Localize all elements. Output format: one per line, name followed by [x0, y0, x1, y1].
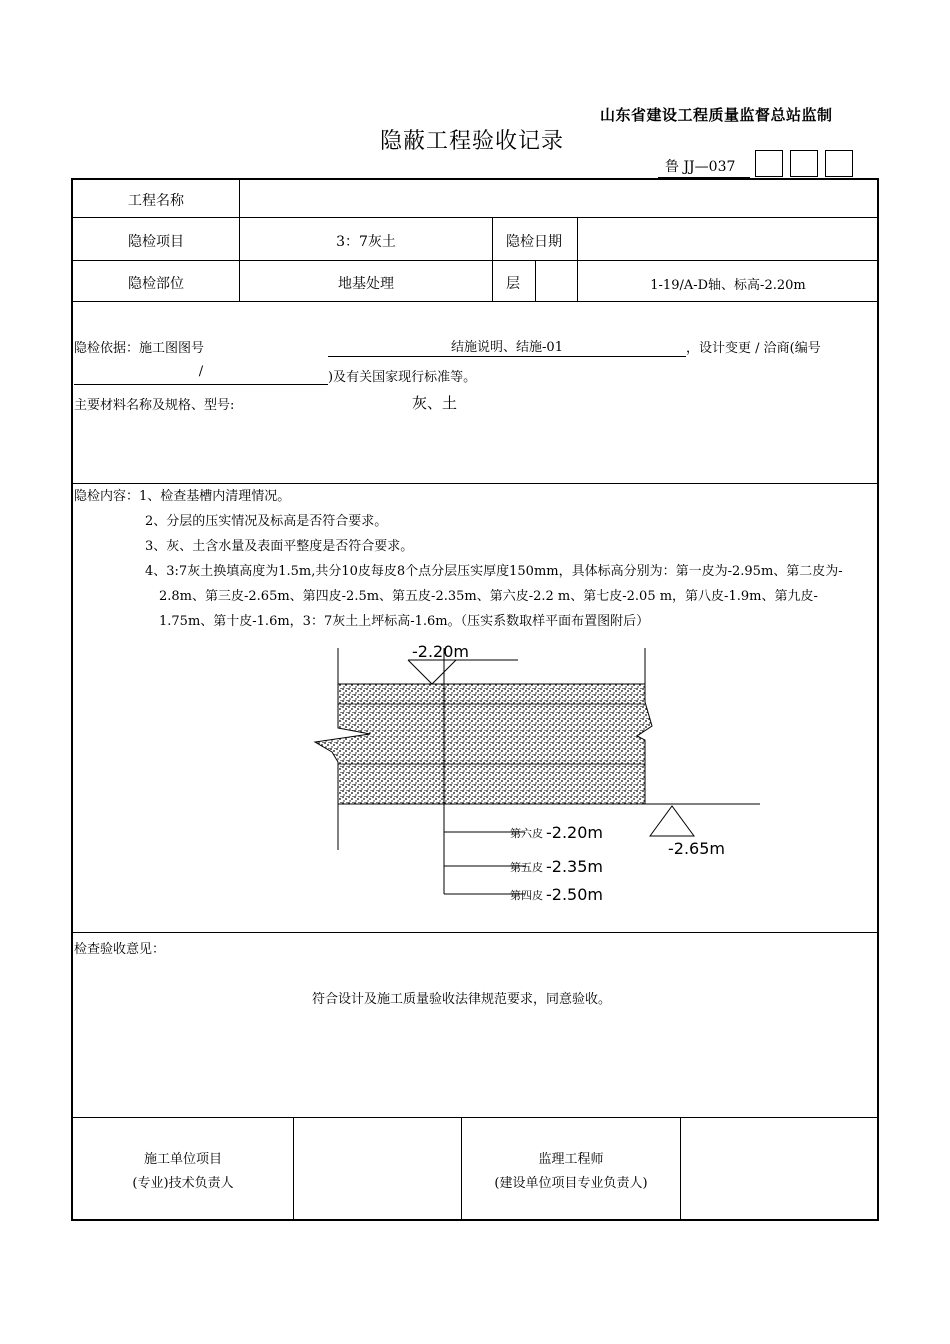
change-number-field[interactable]: / — [74, 364, 328, 385]
code-box-3[interactable] — [825, 150, 853, 177]
compacted-soil-fill — [315, 684, 652, 804]
basis-label: 隐检依据：施工图图号 — [74, 341, 205, 356]
document-title: 隐蔽工程验收记录 — [380, 129, 565, 154]
sig-divider-2 — [461, 1117, 462, 1221]
row-divider-6 — [71, 1117, 879, 1118]
issuer-text: 山东省建设工程质量监督总站监制 — [600, 106, 833, 124]
content-item-3: 3、灰、土含水量及表面平整度是否符合要求。 — [145, 539, 414, 554]
content-item-4-line-3: 1.75m、第十皮-1.6m，3：7灰土上坪标高-1.6m。（压实系数取样平面布置图附后） — [159, 614, 650, 629]
layer-label-6: 第六皮 — [510, 827, 543, 840]
design-change-text: ，设计变更 / 洽商(编号 — [686, 341, 821, 356]
cross-section-diagram — [300, 640, 760, 910]
sig-divider-3 — [680, 1117, 681, 1221]
supervisor-label-line-1: 监理工程师 — [538, 1152, 604, 1167]
top-elevation-triangle — [408, 660, 456, 684]
content-item-1: 隐检内容：1、检查基槽内清理情况。 — [74, 489, 291, 504]
col-divider-mid — [492, 217, 493, 301]
col-divider-floor — [535, 260, 536, 301]
layer-value-5: -2.35m — [546, 857, 603, 876]
layer-label-4: 第四皮 — [510, 889, 543, 902]
inspection-date-label: 隐检日期 — [506, 234, 562, 250]
row-divider-2 — [71, 260, 879, 261]
drawing-number-field[interactable]: 结施说明、结施-01 — [328, 336, 686, 357]
row-divider-3 — [71, 301, 879, 302]
top-elevation-label: -2.20m — [412, 642, 469, 661]
layer-value-6: -2.20m — [546, 823, 603, 842]
code-box-1[interactable] — [755, 150, 783, 177]
inspection-item-field[interactable]: 3：7灰土 — [336, 234, 396, 250]
supervisor-label-line-2: (建设单位项目专业负责人) — [494, 1176, 648, 1191]
code-box-2[interactable] — [790, 150, 818, 177]
sig-divider-1 — [293, 1117, 294, 1221]
bottom-elevation-triangle — [650, 806, 694, 836]
material-value[interactable]: 灰、土 — [412, 394, 458, 412]
row-divider-1 — [71, 217, 879, 218]
material-label: 主要材料名称及规格、型号: — [74, 398, 235, 413]
layer-label-5: 第五皮 — [510, 861, 543, 874]
layer-value-4: -2.50m — [546, 885, 603, 904]
content-item-2: 2、分层的压实情况及标高是否符合要求。 — [145, 514, 388, 529]
form-code: 鲁 JJ—037 — [665, 159, 736, 175]
inspection-location-field[interactable]: 地基处理 — [338, 276, 394, 292]
bottom-elevation-label: -2.65m — [668, 839, 725, 858]
inspection-location-label: 隐检部位 — [128, 276, 184, 292]
opinion-text[interactable]: 符合设计及施工质量验收法律规范要求，同意验收。 — [312, 992, 612, 1007]
opinion-label: 检查验收意见： — [74, 942, 166, 957]
project-name-label: 工程名称 — [128, 193, 184, 209]
content-item-4-line-2: 2.8m、第三皮-2.65m、第四皮-2.5m、第五皮-2.35m、第六皮-2.2 m、第七皮-2.05 m，第八皮-1.9m、第九皮- — [159, 589, 818, 604]
contractor-label-line-1: 施工单位项目 — [143, 1152, 222, 1167]
contractor-label-line-2: (专业)技术负责人 — [132, 1176, 234, 1191]
row-divider-5 — [71, 932, 879, 933]
content-item-4-line-1: 4、3:7灰土换填高度为1.5m,共分10皮每皮8个点分层压实厚度150mm，具体标高分别为：第一皮为-2.95m、第二皮为- — [145, 564, 843, 579]
inspection-item-label: 隐检项目 — [128, 234, 184, 250]
axis-elevation-field[interactable]: 1-19/A-D轴、标高-2.20m — [650, 278, 806, 293]
floor-label: 层 — [506, 276, 520, 292]
standards-text: )及有关国家现行标准等。 — [328, 370, 477, 385]
